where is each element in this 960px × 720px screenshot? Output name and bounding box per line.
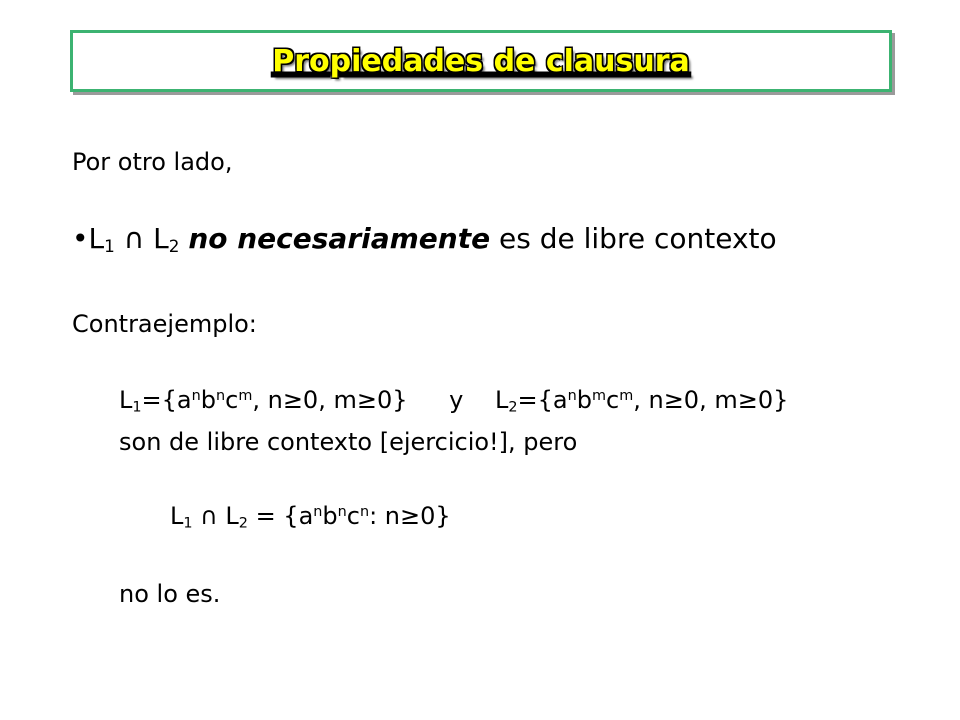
intro-text: Por otro lado, xyxy=(72,148,233,176)
emphasis-text: no necesariamente xyxy=(188,222,491,255)
intersection-symbol: ∩ xyxy=(200,502,218,530)
statement-text: son de libre contexto [ejercicio!], pero xyxy=(119,428,578,456)
definitions-line: $L_1=\{a^nb^nc^m$, n≥0, m≥0} y $L_2=\{a^nb^mc^m$, n≥0, m≥0} xyxy=(119,386,789,416)
claim-line: $•L_1$ ∩ $L_2$ no necesariamente es de libre contexto xyxy=(72,222,777,257)
intersection-line: $L_1$ ∩ $L_2 = \{a^nb^nc^n$: n≥0} xyxy=(170,502,451,532)
conclusion-text: no lo es. xyxy=(119,580,221,608)
bullet: • xyxy=(72,222,89,255)
slide-title: Propiedades de clausura xyxy=(272,43,690,79)
counterexample-label: Contraejemplo: xyxy=(72,310,257,338)
title-box xyxy=(70,30,892,92)
intersection-symbol: ∩ xyxy=(123,222,145,255)
